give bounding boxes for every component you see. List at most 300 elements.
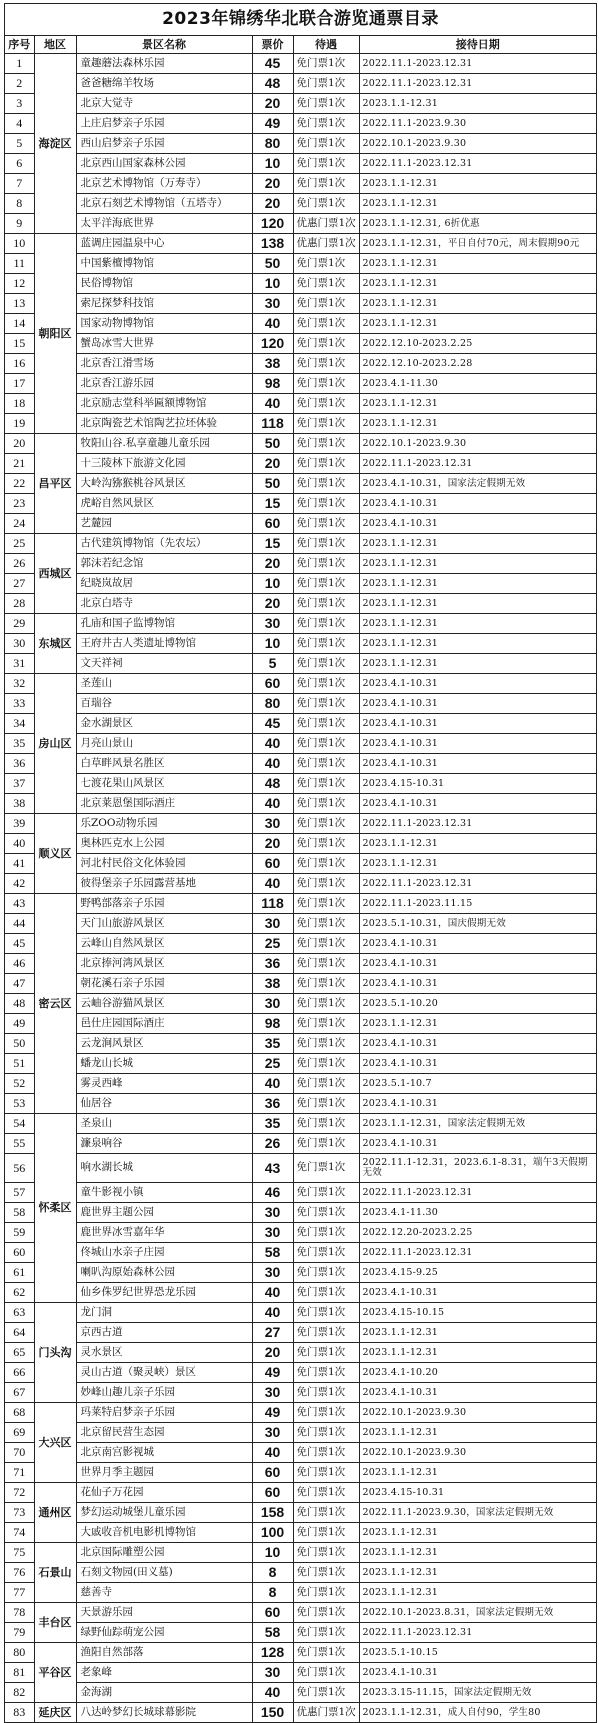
table-row [5,234,596,254]
ticket-price: 10 [252,634,293,654]
reception-date: 2023.1.1-12.31 [359,174,596,194]
row-number: 42 [5,874,34,894]
row-number: 76 [5,1563,34,1583]
benefit-cell: 免门票1次 [293,594,359,614]
reception-date: 2023.4.1-10.31 [359,694,596,714]
table-row [5,814,596,834]
benefit-cell: 免门票1次 [293,94,359,114]
table-row [5,1223,596,1243]
table-row [5,774,596,794]
district-cell: 丰台区 [34,1603,76,1643]
row-number: 73 [5,1503,34,1523]
row-number: 40 [5,834,34,854]
reception-date: 2023.4.1-10.31 [359,514,596,534]
table-row [5,174,596,194]
benefit-cell: 免门票1次 [293,454,359,474]
ticket-price: 150 [252,1703,293,1723]
scenic-name: 野鸭部落亲子乐园 [76,894,252,914]
benefit-cell: 免门票1次 [293,654,359,674]
benefit-cell: 免门票1次 [293,434,359,454]
table-row [5,1323,596,1343]
ticket-price: 60 [252,674,293,694]
row-number: 37 [5,774,34,794]
table-row [5,354,596,374]
scenic-name: 中国紫檀博物馆 [76,254,252,274]
benefit-cell: 免门票1次 [293,994,359,1014]
reception-date: 2023.1.1-12.31 [359,614,596,634]
table-row [5,274,596,294]
district-cell: 平谷区 [34,1643,76,1703]
table-row [5,1483,596,1503]
ticket-price: 43 [252,1154,293,1183]
scenic-name: 爸爸糖绵羊牧场 [76,74,252,94]
row-number: 7 [5,174,34,194]
row-number: 29 [5,614,34,634]
scenic-name: 纪晓岚故居 [76,574,252,594]
table-row [5,894,596,914]
reception-date: 2023.1.1-12.31 [359,254,596,274]
table-row [5,754,596,774]
table-row [5,634,596,654]
benefit-cell: 免门票1次 [293,1094,359,1114]
table-row [5,1523,596,1543]
reception-date: 2022.11.1-2023.12.31 [359,1243,596,1263]
scenic-name: 白草畔风景名胜区 [76,754,252,774]
row-number: 64 [5,1323,34,1343]
reception-date: 2023.1.1-12.31 [359,1463,596,1483]
row-number: 81 [5,1663,34,1683]
ticket-price: 15 [252,494,293,514]
ticket-price: 30 [252,1423,293,1443]
row-number: 38 [5,794,34,814]
scenic-name: 梦幻运动城堡儿童乐园 [76,1503,252,1523]
ticket-price: 40 [252,1303,293,1323]
ticket-price: 40 [252,754,293,774]
scenic-name: 天门山旅游风景区 [76,914,252,934]
ticket-price: 48 [252,774,293,794]
scenic-name: 索尼探梦科技馆 [76,294,252,314]
ticket-price: 49 [252,1363,293,1383]
row-number: 4 [5,114,34,134]
benefit-cell: 免门票1次 [293,1443,359,1463]
benefit-cell: 免门票1次 [293,1403,359,1423]
ticket-price: 20 [252,194,293,214]
table-row [5,454,596,474]
ticket-price: 50 [252,474,293,494]
reception-date: 2023.4.1-10.31 [359,954,596,974]
benefit-cell: 免门票1次 [293,914,359,934]
row-number: 52 [5,1074,34,1094]
scenic-name: 喇叭沟原始森林公园 [76,1263,252,1283]
district-cell: 房山区 [34,674,76,814]
reception-date: 2023.1.1-12.31 [359,294,596,314]
row-number: 10 [5,234,34,254]
scenic-name: 京西古道 [76,1323,252,1343]
ticket-price: 138 [252,234,293,254]
row-number: 68 [5,1403,34,1423]
table-row [5,714,596,734]
ticket-price: 40 [252,874,293,894]
district-cell: 石景山 [34,1543,76,1603]
scenic-name: 虎峪自然风景区 [76,494,252,514]
ticket-price: 8 [252,1583,293,1603]
row-number: 55 [5,1134,34,1154]
district-cell: 西城区 [34,534,76,614]
row-number: 56 [5,1154,34,1183]
ticket-price: 128 [252,1643,293,1663]
row-number: 20 [5,434,34,454]
row-number: 22 [5,474,34,494]
reception-date: 2022.11.1-2023.9.30 [359,114,596,134]
scenic-name: 牧阳山谷.私享童趣儿童乐园 [76,434,252,454]
benefit-cell: 免门票1次 [293,534,359,554]
row-number: 2 [5,74,34,94]
ticket-catalog-sheet [4,3,597,1723]
benefit-cell: 免门票1次 [293,1243,359,1263]
benefit-cell: 免门票1次 [293,1683,359,1703]
ticket-price: 10 [252,154,293,174]
table-row [5,494,596,514]
scenic-name: 北京大觉寺 [76,94,252,114]
benefit-cell: 免门票1次 [293,1583,359,1603]
ticket-price: 40 [252,1074,293,1094]
ticket-price: 50 [252,434,293,454]
benefit-cell: 免门票1次 [293,174,359,194]
reception-date: 2023.1.1-12.31 [359,854,596,874]
scenic-name: 北京国际雕塑公园 [76,1543,252,1563]
table-row [5,1014,596,1034]
table-row [5,794,596,814]
ticket-price: 30 [252,1663,293,1683]
ticket-price: 40 [252,1683,293,1703]
reception-date: 2023.4.1-10.31 [359,1283,596,1303]
table-row [5,554,596,574]
row-number: 75 [5,1543,34,1563]
reception-date: 2022.11.1-2023.12.31 [359,1183,596,1203]
ticket-price: 38 [252,354,293,374]
scenic-name: 天景游乐园 [76,1603,252,1623]
reception-date: 2023.4.1-10.31，国家法定假期无效 [359,474,596,494]
benefit-cell: 免门票1次 [293,814,359,834]
table-row [5,1503,596,1523]
reception-date: 2023.1.1-12.31 [359,394,596,414]
table-row [5,514,596,534]
row-number: 35 [5,734,34,754]
row-number: 66 [5,1363,34,1383]
scenic-name: 民俗博物馆 [76,274,252,294]
benefit-cell: 免门票1次 [293,1603,359,1623]
ticket-price: 27 [252,1323,293,1343]
row-number: 12 [5,274,34,294]
scenic-name: 河北村民俗文化体验园 [76,854,252,874]
scenic-name: 鹿世界主题公园 [76,1203,252,1223]
reception-date: 2023.1.1-12.31，成人自付90，学生80 [359,1703,596,1723]
benefit-cell: 免门票1次 [293,414,359,434]
benefit-cell: 免门票1次 [293,194,359,214]
ticket-price: 20 [252,554,293,574]
ticket-price: 40 [252,794,293,814]
benefit-cell: 免门票1次 [293,874,359,894]
scenic-name: 濂泉响谷 [76,1134,252,1154]
table-row [5,734,596,754]
table-row [5,1343,596,1363]
ticket-price: 30 [252,994,293,1014]
reception-date: 2022.11.1-12.31，2023.6.1-8.31，端午3天假期无效 [359,1154,596,1183]
scenic-name: 雾灵西峰 [76,1074,252,1094]
row-number: 3 [5,94,34,114]
benefit-cell: 免门票1次 [293,1014,359,1034]
benefit-cell: 免门票1次 [293,834,359,854]
ticket-price: 40 [252,394,293,414]
scenic-name: 金水湖景区 [76,714,252,734]
row-number: 9 [5,214,34,234]
reception-date: 2022.11.1-2023.12.31 [359,74,596,94]
ticket-price: 30 [252,614,293,634]
benefit-cell: 免门票1次 [293,574,359,594]
reception-date: 2023.5.1-10.20 [359,994,596,1014]
ticket-price: 120 [252,334,293,354]
benefit-cell: 免门票1次 [293,954,359,974]
row-number: 27 [5,574,34,594]
row-number: 59 [5,1223,34,1243]
reception-date: 2023.1.1-12.31 [359,274,596,294]
reception-date: 2023.1.1-12.31 [359,574,596,594]
ticket-price: 80 [252,134,293,154]
ticket-price: 98 [252,374,293,394]
reception-date: 2023.1.1-12.31 [359,1014,596,1034]
ticket-price: 20 [252,834,293,854]
row-number: 78 [5,1603,34,1623]
table-row [5,434,596,454]
row-number: 79 [5,1623,34,1643]
table-row [5,1683,596,1703]
reception-date: 2022.11.1-2023.12.31 [359,154,596,174]
reception-date: 2022.11.1-2023.11.15 [359,894,596,914]
table-row [5,1703,596,1723]
benefit-cell: 免门票1次 [293,894,359,914]
scenic-name: 云龙涧风景区 [76,1034,252,1054]
row-number: 32 [5,674,34,694]
ticket-price: 40 [252,1283,293,1303]
scenic-name: 灵山古道（聚灵峡）景区 [76,1363,252,1383]
table-row [5,1283,596,1303]
row-number: 53 [5,1094,34,1114]
table-row [5,394,596,414]
reception-date: 2023.4.1-10.31 [359,674,596,694]
row-number: 43 [5,894,34,914]
table-row [5,1643,596,1663]
benefit-cell: 免门票1次 [293,554,359,574]
row-number: 58 [5,1203,34,1223]
reception-date: 2023.1.1-12.31，国家法定假期无效 [359,1114,596,1134]
scenic-name: 邑仕庄园国际酒庄 [76,1014,252,1034]
table-row [5,934,596,954]
ticket-price: 118 [252,894,293,914]
header-row [5,36,596,54]
reception-date: 2023.1.1-12.31 [359,534,596,554]
row-number: 77 [5,1583,34,1603]
row-number: 48 [5,994,34,1014]
district-cell: 怀柔区 [34,1114,76,1303]
ticket-price: 30 [252,1223,293,1243]
benefit-cell: 免门票1次 [293,714,359,734]
row-number: 74 [5,1523,34,1543]
benefit-cell: 免门票1次 [293,934,359,954]
ticket-price: 20 [252,454,293,474]
reception-date: 2023.1.1-12.31 [359,1563,596,1583]
scenic-name: 北京励志堂科举匾额博物馆 [76,394,252,414]
benefit-cell: 免门票1次 [293,1223,359,1243]
table-row [5,114,596,134]
table-row [5,1134,596,1154]
reception-date: 2023.4.1-10.31 [359,974,596,994]
row-number: 67 [5,1383,34,1403]
header-no: 序号 [5,36,34,54]
scenic-name: 西山启梦亲子乐园 [76,134,252,154]
reception-date: 2023.1.1-12.31 [359,834,596,854]
table-row [5,654,596,674]
benefit-cell: 免门票1次 [293,354,359,374]
reception-date: 2023.4.1-10.31 [359,1094,596,1114]
benefit-cell: 免门票1次 [293,634,359,654]
benefit-cell: 免门票1次 [293,1034,359,1054]
scenic-name: 大岭沟猕猴桃谷风景区 [76,474,252,494]
row-number: 28 [5,594,34,614]
table-row [5,1543,596,1563]
row-number: 14 [5,314,34,334]
table-row [5,874,596,894]
scenic-name: 北京艺术博物馆（万寿寺） [76,174,252,194]
scenic-name: 北京陶瓷艺术馆陶艺拉坯体验 [76,414,252,434]
ticket-price: 26 [252,1134,293,1154]
table-row [5,1563,596,1583]
scenic-name: 石刻文物园(田义墓) [76,1563,252,1583]
benefit-cell: 免门票1次 [293,514,359,534]
scenic-name: 郭沫若纪念馆 [76,554,252,574]
scenic-name: 大戚收音机电影机博物馆 [76,1523,252,1543]
reception-date: 2023.1.1-12.31 [359,1423,596,1443]
row-number: 24 [5,514,34,534]
ticket-price: 30 [252,814,293,834]
table-row [5,1603,596,1623]
scenic-name: 云峰山自然风景区 [76,934,252,954]
table-row [5,594,596,614]
reception-date: 2023.1.1-12.31 [359,554,596,574]
reception-date: 2023.1.1-12.31 [359,1523,596,1543]
row-number: 11 [5,254,34,274]
scenic-name: 奥林匹克水上公园 [76,834,252,854]
table-row [5,1363,596,1383]
scenic-name: 太平洋海底世界 [76,214,252,234]
scenic-name: 玛莱特启梦亲子乐园 [76,1403,252,1423]
ticket-price: 98 [252,1014,293,1034]
table-row [5,854,596,874]
table-row [5,574,596,594]
table-row [5,94,596,114]
ticket-price: 38 [252,974,293,994]
reception-date: 2023.3.15-11.15，国家法定假期无效 [359,1683,596,1703]
district-cell: 大兴区 [34,1403,76,1483]
scenic-name: 北京香江滑雪场 [76,354,252,374]
table-row [5,374,596,394]
district-cell: 东城区 [34,614,76,674]
row-number: 33 [5,694,34,714]
scenic-name: 花仙子万花园 [76,1483,252,1503]
reception-date: 2023.1.1-12.31, 6折优惠 [359,214,596,234]
table-row [5,194,596,214]
scenic-name: 孔庙和国子监博物馆 [76,614,252,634]
reception-date: 2022.11.1-2023.12.31 [359,874,596,894]
benefit-cell: 免门票1次 [293,734,359,754]
benefit-cell: 免门票1次 [293,1563,359,1583]
row-number: 30 [5,634,34,654]
benefit-cell: 免门票1次 [293,1523,359,1543]
row-number: 80 [5,1643,34,1663]
benefit-cell: 优惠门票1次 [293,214,359,234]
reception-date: 2023.4.1-10.31 [359,714,596,734]
reception-date: 2023.1.1-12.31 [359,1543,596,1563]
district-cell: 海淀区 [34,54,76,234]
scenic-name: 慈善寺 [76,1583,252,1603]
row-number: 34 [5,714,34,734]
table-row [5,134,596,154]
scenic-name: 国家动物博物馆 [76,314,252,334]
header-name: 景区名称 [76,36,252,54]
benefit-cell: 优惠门票1次 [293,234,359,254]
benefit-cell: 免门票1次 [293,1263,359,1283]
reception-date: 2023.5.1-10.15 [359,1643,596,1663]
reception-date: 2023.4.1-10.31 [359,734,596,754]
table-row [5,414,596,434]
row-number: 83 [5,1703,34,1723]
row-number: 57 [5,1183,34,1203]
scenic-name: 圣泉山 [76,1114,252,1134]
table-row [5,1054,596,1074]
table-row [5,834,596,854]
scenic-name: 朝花溪石亲子乐园 [76,974,252,994]
scenic-name: 古代建筑博物馆（先农坛） [76,534,252,554]
scenic-name: 北京莱恩堡国际酒庄 [76,794,252,814]
reception-date: 2022.12.10-2023.2.25 [359,334,596,354]
benefit-cell: 免门票1次 [293,1154,359,1183]
reception-date: 2023.1.1-12.31 [359,414,596,434]
reception-date: 2023.4.1-10.31 [359,1134,596,1154]
district-cell: 昌平区 [34,434,76,534]
row-number: 46 [5,954,34,974]
table-row [5,1303,596,1323]
benefit-cell: 免门票1次 [293,1623,359,1643]
benefit-cell: 免门票1次 [293,394,359,414]
reception-date: 2023.4.1-10.31 [359,494,596,514]
scenic-name: 妙峰山趣儿亲子乐园 [76,1383,252,1403]
table-row [5,614,596,634]
table-row [5,1114,596,1134]
reception-date: 2023.4.1-10.31 [359,1663,596,1683]
ticket-price: 40 [252,314,293,334]
ticket-price: 120 [252,214,293,234]
reception-date: 2022.12.20-2023.2.25 [359,1223,596,1243]
scenic-name: 鹿世界冰雪嘉年华 [76,1223,252,1243]
benefit-cell: 免门票1次 [293,674,359,694]
reception-date: 2023.1.1-12.31 [359,634,596,654]
table-row [5,314,596,334]
header-date: 接待日期 [359,36,596,54]
table-row [5,54,596,74]
benefit-cell: 免门票1次 [293,614,359,634]
reception-date: 2023.5.1-10.7 [359,1074,596,1094]
reception-date: 2023.4.1-10.20 [359,1363,596,1383]
row-number: 39 [5,814,34,834]
